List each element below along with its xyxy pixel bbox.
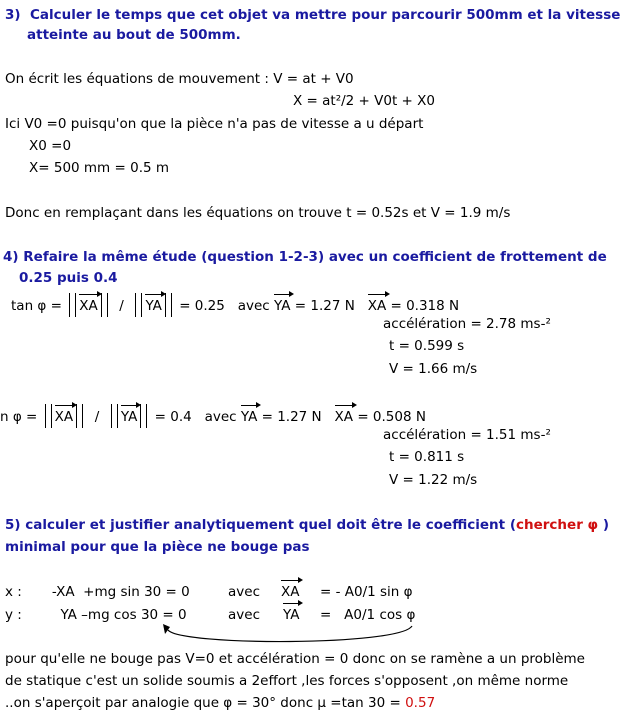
case2-ya-value: = 1.27 N (261, 409, 322, 425)
q5-conclusion-line3 (5, 695, 435, 711)
q5-y-equation: y : YA –mg cos 30 = 0 (5, 607, 187, 623)
q3-x0: X0 =0 (29, 138, 72, 154)
case1-xa-vector: XA (79, 298, 98, 314)
q3-distance: X= 500 mm = 0.5 m (29, 160, 170, 176)
case1-xa-value: = 0.318 N (390, 298, 460, 314)
case2-prefix: n φ = (0, 409, 38, 425)
q5-answer: 0.57 (405, 695, 436, 711)
q3-motion-equation-x: X = at²/2 + V0t + X0 (293, 93, 436, 109)
q5-conclusion-line1: pour qu'elle ne bouge pas V=0 et accélération = 0 donc on se ramène a un problème (5, 651, 585, 667)
q4-heading-cont: 0.25 puis 0.4 (19, 270, 118, 286)
case1-ya-vector: YA (145, 298, 162, 314)
case2-xa-value: = 0.508 N (357, 409, 426, 425)
case2-sep: / (94, 409, 100, 425)
case2-value: = 0.4 (154, 409, 192, 425)
case1-ya-label: YA (274, 298, 291, 314)
case2-time: t = 0.811 s (389, 449, 465, 465)
q3-heading: 3) Calculer le temps que cet objet va mettre pour parcourir 500mm et la vitesse (5, 7, 621, 23)
q5-heading-cont: minimal pour que la pièce ne bouge pas (5, 539, 310, 555)
case2-velocity: V = 1.22 m/s (389, 472, 478, 488)
q5-heading-highlight: chercher φ (516, 517, 599, 533)
q3-initial-note: Ici V0 =0 puisqu'on que la pièce n'a pas de vitesse a u départ (5, 116, 424, 132)
q5-conclusion-text: ..on s'aperçoit par analogie que φ = 30° donc µ =tan 30 = (5, 695, 406, 711)
case2-xa-vector: XA (54, 409, 74, 425)
case2-acceleration: accélération = 1.51 ms-² (383, 427, 551, 443)
case1-time: t = 0.599 s (389, 338, 465, 354)
q5-y-rhs: = A0/1 cos φ (320, 607, 416, 623)
q4-heading: 4) Refaire la même étude (question 1-2-3) avec un coefficient de frottement de (3, 249, 607, 265)
q5-x-equation: x : -XA +mg sin 30 = 0 (5, 584, 190, 600)
case1-xa-label: XA (367, 298, 387, 314)
case2-xa-label: XA (334, 409, 354, 425)
case1-prefix: tan φ = (11, 298, 62, 314)
q5-heading-text: 5) calculer et justifier analytiquement quel doit être le coefficient ( (5, 517, 516, 533)
q5-conclusion-line2: de statique c'est un solide soumis a 2effort ,les forces s'opposent ,on même norme (5, 673, 569, 689)
case1-sep: / (119, 298, 124, 314)
q3-motion-equation-v: On écrit les équations de mouvement : V = at + V0 (5, 71, 354, 87)
q5-x-avec: avec (228, 584, 260, 600)
q3-heading-cont: atteinte au bout de 500mm. (27, 27, 241, 43)
case2-ya-label: YA (240, 409, 258, 425)
q5-heading-close: ) (598, 517, 609, 533)
case2-avec: avec (204, 409, 237, 425)
q3-result: Donc en remplaçant dans les équations on trouve t = 0.52s et V = 1.9 m/s (5, 205, 511, 221)
case1-velocity: V = 1.66 m/s (389, 361, 478, 377)
case1-ya-value: = 1.27 N (294, 298, 355, 314)
q5-y-avec: avec (228, 607, 260, 623)
case2-ya-vector: YA (120, 409, 138, 425)
q5-ya-vector: YA (283, 607, 300, 623)
q5-x-rhs: = - A0/1 sin φ (320, 584, 413, 600)
case1-acceleration: accélération = 2.78 ms-² (383, 316, 551, 332)
case1-value: = 0.25 (179, 298, 225, 314)
case1-avec: avec (237, 298, 270, 314)
q5-xa-vector: XA (281, 584, 300, 600)
